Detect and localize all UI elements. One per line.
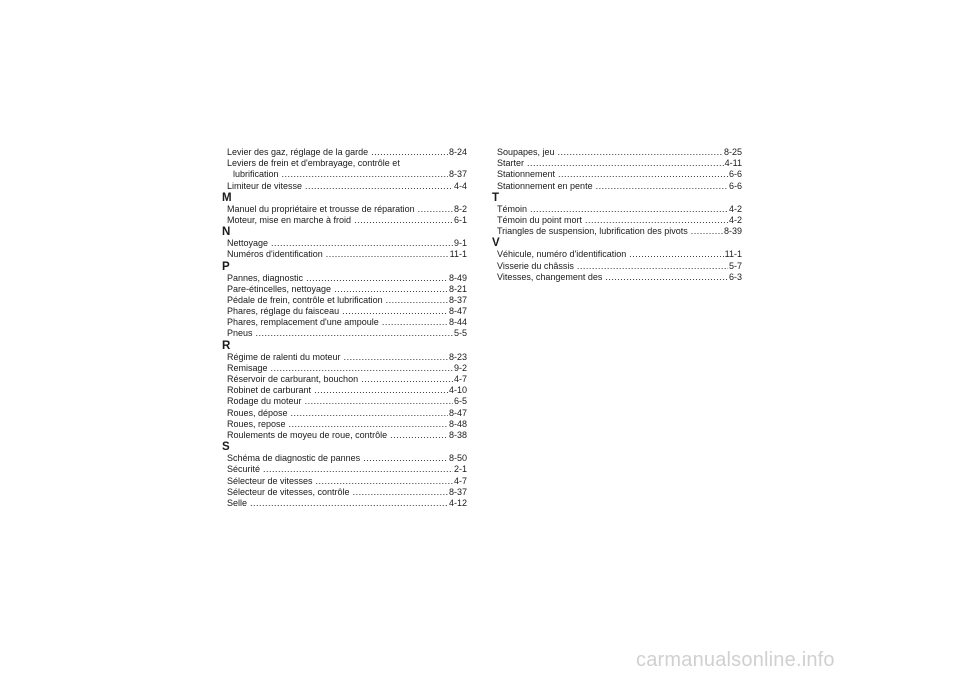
dot-leader <box>605 272 728 283</box>
index-column-right <box>492 147 742 283</box>
index-entry: Phares, remplacement d'une ampoule ..... 8-44 <box>227 317 467 328</box>
section-letter: P <box>222 260 230 273</box>
index-entry-line: Leviers de frein et d'embrayage, contrôle et <box>227 158 400 169</box>
index-entry: Limiteur de vitesse ..... 4-4 <box>227 181 467 192</box>
section-letter: V <box>492 237 500 250</box>
section-letter: S <box>222 441 230 454</box>
section-letter: R <box>222 339 231 352</box>
index-entry: Schéma de diagnostic de pannes ..... 8-50 <box>227 453 467 464</box>
dot-leader <box>527 158 724 169</box>
dot-leader <box>263 464 453 475</box>
dot-leader <box>418 204 453 215</box>
index-entry: Rodage du moteur ..... 6-5 <box>227 396 467 407</box>
index-entry: Pare-étincelles, nettoyage ..... 8-21 <box>227 284 467 295</box>
index-entry: Roues, repose ..... 8-48 <box>227 419 467 430</box>
dot-leader <box>342 306 448 317</box>
index-entry: Robinet de carburant ..... 4-10 <box>227 385 467 396</box>
index-entry: Régime de ralenti du moteur ..... 8-23 <box>227 352 467 363</box>
index-entry: Nettoyage ..... 9-1 <box>227 238 467 249</box>
dot-leader <box>353 487 448 498</box>
index-entry: Sélecteur de vitesses, contrôle ..... 8-37 <box>227 487 467 498</box>
dot-leader <box>306 273 448 284</box>
dot-leader <box>371 147 448 158</box>
dot-leader <box>629 249 723 260</box>
index-entry: Remisage ..... 9-2 <box>227 363 467 374</box>
index-entry: Levier des gaz, réglage de la garde ..... 8-24 <box>227 147 467 158</box>
index-entry: Témoin ..... 4-2 <box>497 204 742 215</box>
section-letter: N <box>222 226 231 239</box>
dot-leader <box>354 215 453 226</box>
index-entry: Pédale de frein, contrôle et lubrification ..... 8-37 <box>227 295 467 306</box>
dot-leader <box>344 352 448 363</box>
dot-leader <box>334 284 448 295</box>
dot-leader <box>326 249 449 260</box>
dot-leader <box>291 408 448 419</box>
index-entry: Numéros d'identification ..... 11-1 <box>227 249 467 260</box>
dot-leader <box>314 385 448 396</box>
index-entry: Roulements de moyeu de roue, contrôle ..... 8-38 <box>227 430 467 441</box>
dot-leader <box>390 430 448 441</box>
index-entry: Manuel du propriétaire et trousse de réparation ..... 8-2 <box>227 204 467 215</box>
index-entry: Starter ..... 4-11 <box>497 158 742 169</box>
dot-leader <box>558 169 728 180</box>
index-entry: lubrification ..... 8-37 <box>227 169 467 180</box>
section-letter: M <box>222 191 232 204</box>
index-entry: Selle ..... 4-12 <box>227 498 467 509</box>
dot-leader <box>256 328 453 339</box>
index-entry: Réservoir de carburant, bouchon ..... 4-7 <box>227 374 467 385</box>
index-entry: Sélecteur de vitesses ..... 4-7 <box>227 476 467 487</box>
index-entry: Visserie du châssis ..... 5-7 <box>497 261 742 272</box>
index-entry: Soupapes, jeu ..... 8-25 <box>497 147 742 158</box>
index-entry: Vitesses, changement des ..... 6-3 <box>497 272 742 283</box>
dot-leader <box>382 317 448 328</box>
index-entry: Triangles de suspension, lubrification des pivots ..... 8-39 <box>497 226 742 237</box>
index-entry: Pneus ..... 5-5 <box>227 328 467 339</box>
section-letter: T <box>492 191 500 204</box>
dot-leader <box>289 419 448 430</box>
dot-leader <box>271 238 453 249</box>
dot-leader <box>361 374 453 385</box>
index-entry: Moteur, mise en marche à froid ..... 6-1 <box>227 215 467 226</box>
dot-leader <box>596 181 728 192</box>
dot-leader <box>363 453 448 464</box>
index-column-left <box>222 147 467 509</box>
dot-leader <box>250 498 448 509</box>
dot-leader <box>386 295 448 306</box>
index-entry: Stationnement ..... 6-6 <box>497 169 742 180</box>
dot-leader <box>305 396 453 407</box>
dot-leader <box>530 204 728 215</box>
index-entry: Stationnement en pente ..... 6-6 <box>497 181 742 192</box>
watermark-footer: carmanualsonline.info <box>636 649 835 671</box>
dot-leader <box>585 215 728 226</box>
index-entry: Sécurité ..... 2-1 <box>227 464 467 475</box>
dot-leader <box>691 226 723 237</box>
dot-leader <box>577 261 728 272</box>
dot-leader <box>558 147 723 158</box>
dot-leader <box>271 363 453 374</box>
index-entry: Témoin du point mort ..... 4-2 <box>497 215 742 226</box>
dot-leader <box>305 181 453 192</box>
index-entry: Phares, réglage du faisceau ..... 8-47 <box>227 306 467 317</box>
dot-leader <box>282 169 448 180</box>
dot-leader <box>316 476 453 487</box>
index-entry: Roues, dépose ..... 8-47 <box>227 408 467 419</box>
index-entry: Véhicule, numéro d'identification ..... 11-1 <box>497 249 742 260</box>
index-entry: Pannes, diagnostic ..... 8-49 <box>227 273 467 284</box>
